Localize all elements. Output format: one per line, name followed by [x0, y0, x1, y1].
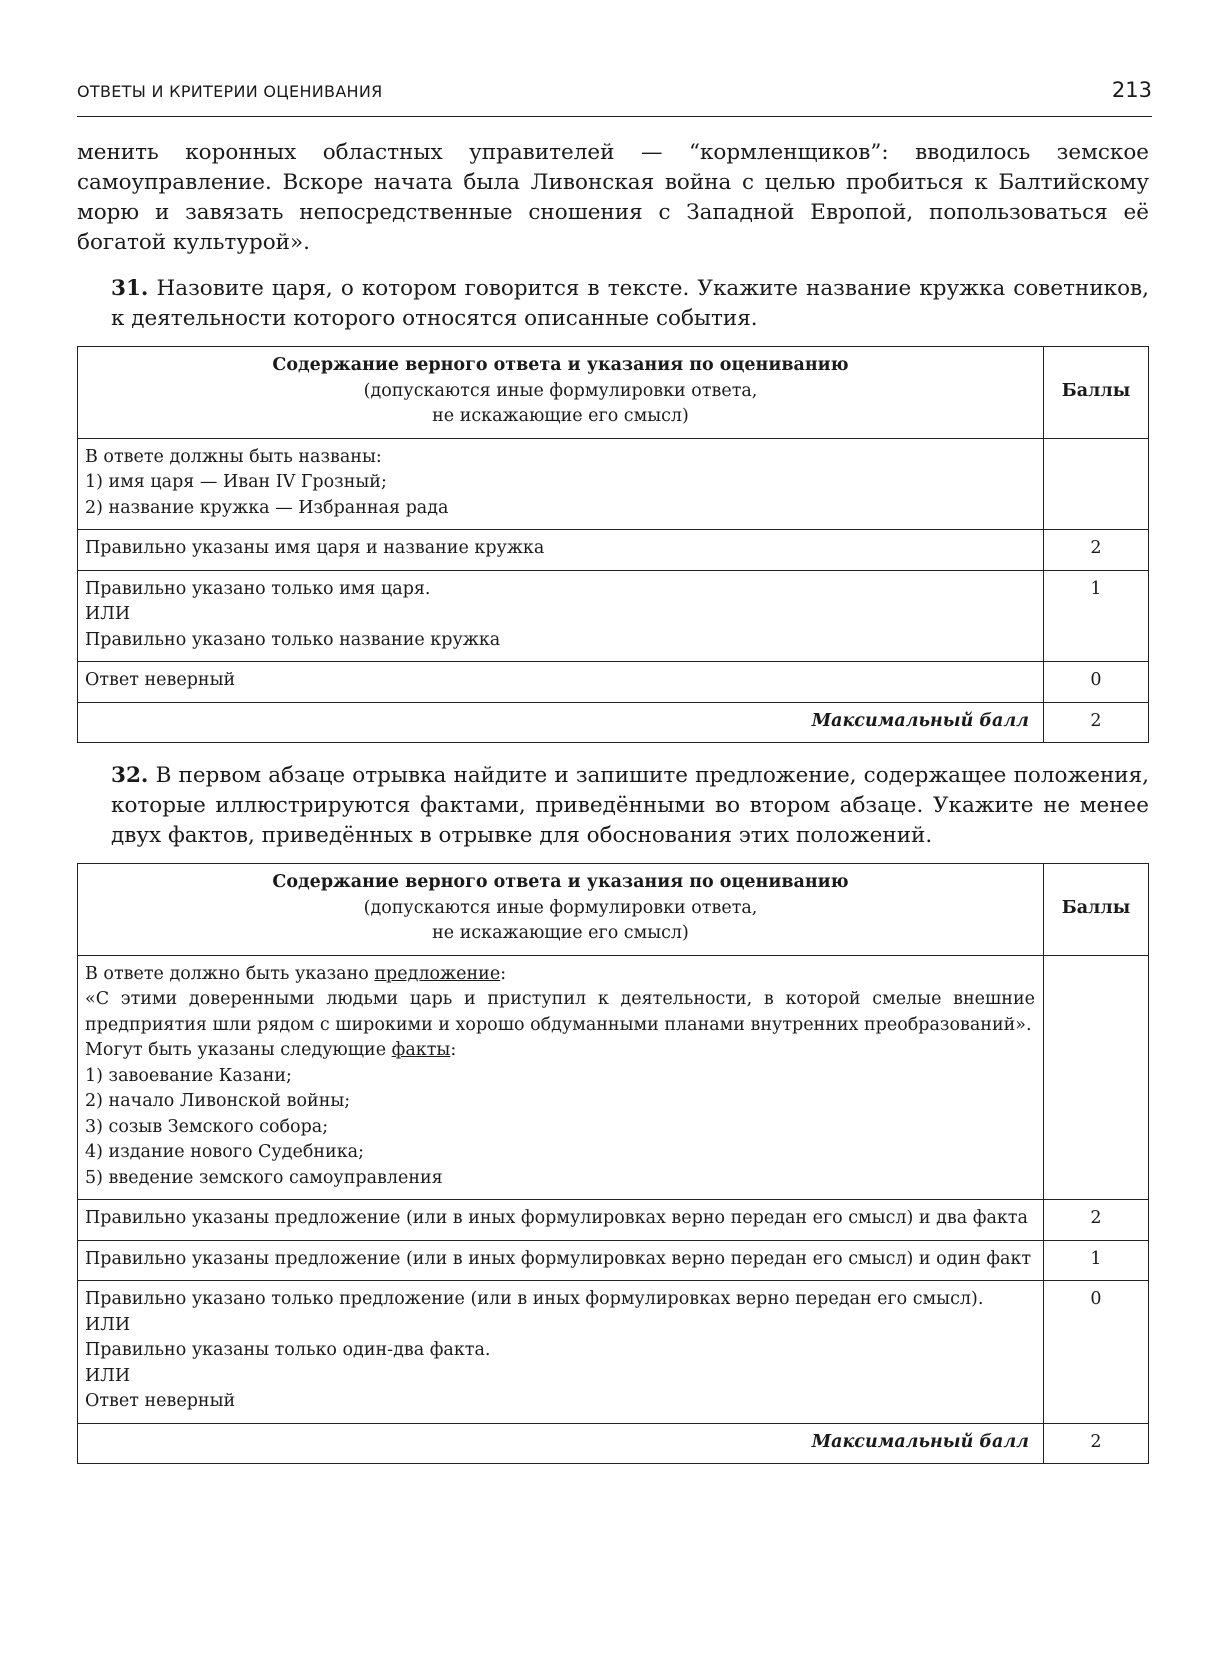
- table-header-row: [78, 347, 1149, 439]
- table-row: [78, 570, 1149, 662]
- header-line: не искажающие его смысл): [432, 406, 689, 426]
- facts-intro-colon: :: [450, 1040, 457, 1060]
- question-32-number: 32.: [111, 763, 149, 788]
- max-score-row: [78, 702, 1149, 743]
- criterion-line: Правильно указано только имя царя.: [85, 578, 431, 599]
- answer-points-empty: [1044, 955, 1149, 1200]
- fact-item: 3) созыв Земского собора;: [85, 1116, 329, 1137]
- answer-points-empty: [1044, 438, 1149, 530]
- question-32-text: В первом абзаце отрывка найдите и запишите предложение, содержащее положения, которые иллюстрируются фактами, приведёнными во втором абзаце. Укажите не менее двух фактов, приведённых в отрывке для обоснования этих положений.: [111, 763, 1150, 848]
- criterion-line: Правильно указаны только один-два факта.: [85, 1340, 491, 1360]
- criterion-line: Правильно указано только название кружка: [85, 629, 501, 650]
- criterion-text: [78, 570, 1044, 662]
- fact-item: 4) издание нового Судебника;: [85, 1142, 364, 1162]
- max-score-row: [78, 1423, 1149, 1464]
- answer-intro: [85, 962, 1035, 988]
- table-header-row: [78, 864, 1149, 956]
- criterion-points: 2: [1044, 1200, 1149, 1241]
- content-column-header: [78, 864, 1044, 956]
- criterion-text: [78, 1281, 1044, 1424]
- answer-intro-colon: :: [500, 963, 507, 984]
- criterion-line: ИЛИ: [85, 1365, 131, 1386]
- max-score-label: Максимальный балл: [78, 1423, 1044, 1464]
- page-content: [77, 138, 1149, 1464]
- facts-intro-underlined: факты: [391, 1040, 451, 1060]
- criterion-text: [78, 1240, 1044, 1281]
- question-31: [77, 274, 1149, 334]
- fact-item: 5) введение земского самоуправления: [85, 1167, 443, 1188]
- answer-intro-underlined: предложение: [374, 963, 501, 984]
- answer-row: [78, 438, 1149, 530]
- criterion-line: ИЛИ: [85, 1314, 131, 1335]
- criterion-line: Правильно указаны имя царя и название кружка: [85, 538, 545, 558]
- max-score-value: 2: [1044, 702, 1149, 743]
- page-number: 213: [1111, 78, 1152, 102]
- criterion-points: 1: [1044, 570, 1149, 662]
- criterion-points: 1: [1044, 1240, 1149, 1281]
- header-line: не искажающие его смысл): [432, 923, 689, 943]
- criterion-line: Ответ неверный: [85, 670, 236, 690]
- points-column-header: Баллы: [1044, 864, 1149, 956]
- answer-line: 2) название кружка — Избранная рада: [85, 497, 449, 518]
- question-31-text: Назовите царя, о котором говорится в тексте. Укажите название кружка советников, к деятельности которого относятся описанные события.: [111, 276, 1149, 331]
- points-column-header: Баллы: [1044, 347, 1149, 439]
- facts-intro: [85, 1038, 1035, 1064]
- running-header: [77, 80, 1152, 117]
- header-line: Содержание верного ответа и указания по оцениванию: [272, 355, 849, 375]
- criteria-table-31: [77, 346, 1149, 743]
- fact-item: 1) завоевание Казани;: [85, 1065, 292, 1086]
- criteria-table-32: [77, 863, 1149, 1464]
- criterion-line: Правильно указано только предложение (или в иных формулировках верно передан его смысл).: [85, 1289, 984, 1309]
- content-column-header: [78, 347, 1044, 439]
- criterion-line: Правильно указаны предложение (или в иных формулировках верно передан его смысл) и один факт: [85, 1248, 1032, 1269]
- answer-content: [78, 955, 1044, 1200]
- criterion-text: [78, 1200, 1044, 1241]
- max-score-value: 2: [1044, 1423, 1149, 1464]
- criterion-line: Ответ неверный: [85, 1391, 236, 1411]
- question-31-number: 31.: [111, 276, 149, 301]
- answer-quote: «С этими доверенными людьми царь и приступил к деятельности, в которой смелые внешние предприятия шли рядом с широкими и хорошо обдуманными планами внутренних преобразований».: [85, 989, 1035, 1035]
- answer-line: В ответе должны быть названы:: [85, 446, 382, 467]
- answer-line: 1) имя царя — Иван IV Грозный;: [85, 472, 387, 492]
- max-score-label: Максимальный балл: [78, 702, 1044, 743]
- table-row: [78, 530, 1149, 571]
- header-line: (допускаются иные формулировки ответа,: [363, 380, 758, 401]
- criterion-text: [78, 662, 1044, 703]
- table-row: [78, 1200, 1149, 1241]
- intro-paragraph: менить коронных областных управителей — “кормленщиков”: вводилось земское самоуправление. Вскоре начата была Ливонская война с целью пробиться к Балтийскому морю и завязать непосредственные сношения с Западной Европой, попользоваться её богатой культурой».: [77, 140, 1149, 255]
- header-line: (допускаются иные формулировки ответа,: [363, 897, 758, 918]
- header-title: ОТВЕТЫ И КРИТЕРИИ ОЦЕНИВАНИЯ: [77, 82, 383, 101]
- criterion-points: 2: [1044, 530, 1149, 571]
- table-row: [78, 662, 1149, 703]
- table-row: [78, 1281, 1149, 1424]
- criterion-points: 0: [1044, 1281, 1149, 1424]
- criterion-line: Правильно указаны предложение (или в иных формулировках верно передан его смысл) и два факта: [85, 1208, 1028, 1228]
- criterion-text: [78, 530, 1044, 571]
- answer-content: [78, 438, 1044, 530]
- facts-intro-text: Могут быть указаны следующие: [85, 1040, 392, 1060]
- fact-item: 2) начало Ливонской войны;: [85, 1091, 351, 1111]
- header-line: Содержание верного ответа и указания по оцениванию: [272, 872, 849, 892]
- criterion-line: ИЛИ: [85, 604, 131, 624]
- table-row: [78, 1240, 1149, 1281]
- question-32: [77, 761, 1149, 851]
- answer-intro-text: В ответе должно быть указано: [85, 963, 375, 984]
- criterion-points: 0: [1044, 662, 1149, 703]
- answer-row: [78, 955, 1149, 1200]
